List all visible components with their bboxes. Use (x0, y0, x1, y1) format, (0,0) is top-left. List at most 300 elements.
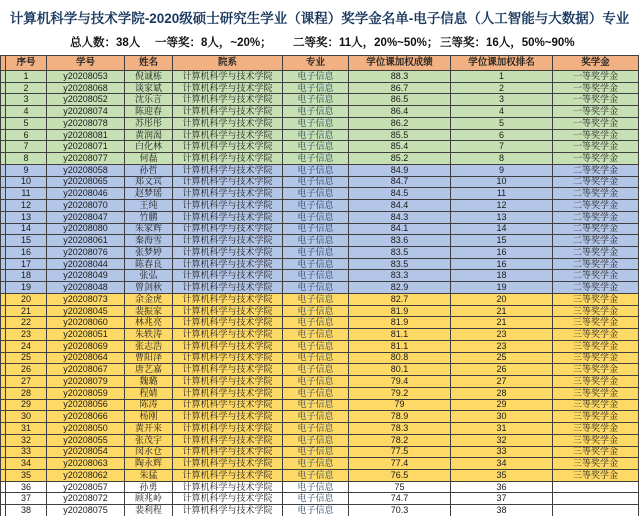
cell-scholarship: 二等奖学金 (553, 224, 638, 235)
table-row (1, 505, 638, 516)
cell-department: 计算机科学与技术学院 (173, 505, 283, 516)
cell-scholarship: 二等奖学金 (553, 188, 638, 199)
cell-weighted-rank: 21 (451, 317, 553, 328)
cell-major: 电子信息 (283, 235, 349, 246)
cell-weighted-score: 84.5 (349, 188, 451, 199)
cell-no: 20 (6, 294, 47, 305)
cell-no: 30 (6, 411, 47, 422)
cell-student-id: y20208065 (47, 177, 125, 188)
cell-weighted-score: 81.9 (349, 306, 451, 317)
table-row (1, 130, 638, 142)
cell-name: 裴利程 (125, 505, 173, 516)
cell-name: 陈春良 (125, 259, 173, 270)
cell-scholarship: 二等奖学金 (553, 200, 638, 211)
cell-weighted-rank: 21 (451, 306, 553, 317)
cell-department: 计算机科学与技术学院 (173, 71, 283, 82)
cell-department: 计算机科学与技术学院 (173, 447, 283, 458)
cell-student-id: y20208045 (47, 306, 125, 317)
cell-scholarship: 一等奖学金 (553, 153, 638, 164)
cell-weighted-rank: 35 (451, 470, 553, 481)
cell-scholarship: 一等奖学金 (553, 71, 638, 82)
cell-student-id: y20208061 (47, 235, 125, 246)
cell-name: 陶永辉 (125, 458, 173, 469)
cell-student-id: y20208050 (47, 423, 125, 434)
cell-student-id: y20208068 (47, 83, 125, 94)
cell-name: 张弘 (125, 270, 173, 281)
cell-name: 朱轶涛 (125, 329, 173, 340)
cell-weighted-rank: 36 (451, 482, 553, 493)
cell-student-id: y20208064 (47, 353, 125, 364)
table-row (1, 341, 638, 353)
cell-weighted-rank: 11 (451, 188, 553, 199)
cell-scholarship: 三等奖学金 (553, 447, 638, 458)
cell-student-id: y20208055 (47, 435, 125, 446)
cell-scholarship: 三等奖学金 (553, 306, 638, 317)
table-row (1, 447, 638, 459)
cell-department: 计算机科学与技术学院 (173, 493, 283, 504)
cell-name: 倪诚栋 (125, 71, 173, 82)
cell-student-id: y20208056 (47, 400, 125, 411)
cell-name: 朱猛 (125, 470, 173, 481)
cell-no: 1 (6, 71, 47, 82)
table-row (1, 224, 638, 236)
cell-weighted-score: 76.5 (349, 470, 451, 481)
table-row (1, 106, 638, 118)
cell-major: 电子信息 (283, 282, 349, 293)
cell-weighted-score: 79 (349, 400, 451, 411)
cell-major: 电子信息 (283, 247, 349, 258)
cell-scholarship: 二等奖学金 (553, 282, 638, 293)
cell-weighted-rank: 26 (451, 364, 553, 375)
cell-weighted-score: 84.3 (349, 212, 451, 223)
cell-weighted-score: 80.8 (349, 353, 451, 364)
cell-weighted-rank: 28 (451, 388, 553, 399)
cell-scholarship: 三等奖学金 (553, 388, 638, 399)
cell-scholarship: 二等奖学金 (553, 259, 638, 270)
cell-weighted-score: 78.2 (349, 435, 451, 446)
cell-weighted-score: 84.9 (349, 165, 451, 176)
cell-weighted-rank: 12 (451, 200, 553, 211)
cell-student-id: y20208080 (47, 224, 125, 235)
cell-major: 电子信息 (283, 212, 349, 223)
cell-student-id: y20208048 (47, 282, 125, 293)
cell-scholarship: 三等奖学金 (553, 353, 638, 364)
cell-weighted-score: 84.4 (349, 200, 451, 211)
table-body (1, 71, 638, 516)
cell-major: 电子信息 (283, 306, 349, 317)
cell-department: 计算机科学与技术学院 (173, 130, 283, 141)
cell-name: 魏璐 (125, 376, 173, 387)
cell-department: 计算机科学与技术学院 (173, 118, 283, 129)
cell-weighted-score: 83.3 (349, 270, 451, 281)
cell-weighted-score: 88.3 (349, 71, 451, 82)
table-row (1, 493, 638, 505)
cell-no: 4 (6, 106, 47, 117)
cell-department: 计算机科学与技术学院 (173, 341, 283, 352)
cell-no: 21 (6, 306, 47, 317)
cell-name: 张茂宇 (125, 435, 173, 446)
cell-name: 黄开来 (125, 423, 173, 434)
table-row (1, 306, 638, 318)
cell-weighted-score: 83.6 (349, 235, 451, 246)
cell-name: 白化林 (125, 141, 173, 152)
cell-no: 6 (6, 130, 47, 141)
cell-student-id: y20208049 (47, 270, 125, 281)
cell-department: 计算机科学与技术学院 (173, 94, 283, 105)
cell-name: 陈涛 (125, 400, 173, 411)
cell-major: 电子信息 (283, 294, 349, 305)
cell-name: 程婧 (125, 388, 173, 399)
cell-department: 计算机科学与技术学院 (173, 470, 283, 481)
cell-name: 裴振家 (125, 306, 173, 317)
cell-major: 电子信息 (283, 353, 349, 364)
cell-no: 2 (6, 83, 47, 94)
cell-scholarship: 三等奖学金 (553, 400, 638, 411)
cell-scholarship (553, 482, 638, 493)
cell-major: 电子信息 (283, 329, 349, 340)
header-major: 专业 (283, 56, 349, 70)
cell-major: 电子信息 (283, 259, 349, 270)
cell-name: 竹鹏 (125, 212, 173, 223)
cell-no: 11 (6, 188, 47, 199)
cell-no: 18 (6, 270, 47, 281)
cell-no: 15 (6, 235, 47, 246)
cell-no: 14 (6, 224, 47, 235)
cell-department: 计算机科学与技术学院 (173, 388, 283, 399)
header-weighted-score: 学位课加权成绩 (349, 56, 451, 70)
cell-student-id: y20208076 (47, 247, 125, 258)
table-header-row (1, 56, 638, 71)
cell-scholarship: 一等奖学金 (553, 94, 638, 105)
cell-name: 林兆亮 (125, 317, 173, 328)
table-row (1, 118, 638, 130)
summary-row (0, 31, 639, 51)
cell-scholarship: 一等奖学金 (553, 141, 638, 152)
table-row (1, 200, 638, 212)
cell-name: 顾兆岭 (125, 493, 173, 504)
cell-scholarship: 三等奖学金 (553, 329, 638, 340)
cell-scholarship: 三等奖学金 (553, 317, 638, 328)
cell-student-id: y20208051 (47, 329, 125, 340)
cell-no: 8 (6, 153, 47, 164)
cell-major: 电子信息 (283, 224, 349, 235)
cell-major: 电子信息 (283, 493, 349, 504)
table-row (1, 212, 638, 224)
cell-department: 计算机科学与技术学院 (173, 294, 283, 305)
cell-name: 郑文宾 (125, 177, 173, 188)
table-row (1, 188, 638, 200)
cell-name: 谈家斌 (125, 83, 173, 94)
table-row (1, 329, 638, 341)
cell-major: 电子信息 (283, 200, 349, 211)
cell-weighted-rank: 15 (451, 235, 553, 246)
cell-weighted-score: 85.4 (349, 141, 451, 152)
cell-major: 电子信息 (283, 177, 349, 188)
cell-weighted-score: 70.3 (349, 505, 451, 516)
table-row (1, 235, 638, 247)
cell-major: 电子信息 (283, 118, 349, 129)
cell-scholarship: 一等奖学金 (553, 118, 638, 129)
cell-name: 曾剑秋 (125, 282, 173, 293)
cell-name: 陈迎春 (125, 106, 173, 117)
cell-weighted-rank: 3 (451, 94, 553, 105)
cell-weighted-score: 81.1 (349, 329, 451, 340)
table-row (1, 411, 638, 423)
cell-scholarship: 三等奖学金 (553, 470, 638, 481)
table-row (1, 259, 638, 271)
header-scholarship: 奖学金 (581, 57, 610, 69)
cell-weighted-score: 85.5 (349, 130, 451, 141)
cell-name: 朱家辉 (125, 224, 173, 235)
table-row (1, 83, 638, 95)
cell-scholarship: 三等奖学金 (553, 458, 638, 469)
cell-major: 电子信息 (283, 106, 349, 117)
cell-weighted-rank: 38 (451, 505, 553, 516)
cell-weighted-score: 85.2 (349, 153, 451, 164)
summary-third-prize: 三等奖：16人，50%~90% (440, 37, 575, 49)
cell-department: 计算机科学与技术学院 (173, 153, 283, 164)
cell-name: 余金虎 (125, 294, 173, 305)
cell-student-id: y20208059 (47, 388, 125, 399)
summary-second-prize: 二等奖：11人，20%~50%； (293, 37, 439, 49)
cell-no: 28 (6, 388, 47, 399)
cell-weighted-score: 83.5 (349, 259, 451, 270)
cell-major: 电子信息 (283, 153, 349, 164)
cell-no: 7 (6, 141, 47, 152)
cell-major: 电子信息 (283, 130, 349, 141)
header-weighted-rank: 学位课加权排名 (451, 56, 553, 70)
cell-major: 电子信息 (283, 388, 349, 399)
cell-student-id: y20208062 (47, 470, 125, 481)
cell-major: 电子信息 (283, 270, 349, 281)
cell-no: 26 (6, 364, 47, 375)
table-row (1, 177, 638, 189)
cell-major: 电子信息 (283, 447, 349, 458)
cell-major: 电子信息 (283, 482, 349, 493)
table-row (1, 317, 638, 329)
cell-weighted-rank: 34 (451, 458, 553, 469)
table-row (1, 400, 638, 412)
table-row (1, 270, 638, 282)
cell-weighted-rank: 23 (451, 341, 553, 352)
cell-student-id: y20208073 (47, 294, 125, 305)
cell-department: 计算机科学与技术学院 (173, 282, 283, 293)
cell-department: 计算机科学与技术学院 (173, 423, 283, 434)
cell-no: 36 (6, 482, 47, 493)
cell-weighted-score: 79.2 (349, 388, 451, 399)
header-department: 院系 (173, 56, 283, 70)
cell-weighted-rank: 6 (451, 130, 553, 141)
cell-major: 电子信息 (283, 435, 349, 446)
cell-department: 计算机科学与技术学院 (173, 306, 283, 317)
cell-department: 计算机科学与技术学院 (173, 329, 283, 340)
cell-student-id: y20208074 (47, 106, 125, 117)
cell-weighted-score: 86.5 (349, 94, 451, 105)
cell-major: 电子信息 (283, 188, 349, 199)
cell-student-id: y20208072 (47, 493, 125, 504)
cell-weighted-score: 81.1 (349, 341, 451, 352)
cell-weighted-rank: 29 (451, 400, 553, 411)
cell-department: 计算机科学与技术学院 (173, 177, 283, 188)
cell-weighted-score: 78.9 (349, 411, 451, 422)
cell-department: 计算机科学与技术学院 (173, 188, 283, 199)
awards-table (0, 55, 639, 516)
cell-student-id: y20208057 (47, 482, 125, 493)
cell-name: 何磊 (125, 153, 173, 164)
cell-weighted-rank: 32 (451, 435, 553, 446)
cell-department: 计算机科学与技术学院 (173, 376, 283, 387)
cell-student-id: y20208071 (47, 141, 125, 152)
cell-major: 电子信息 (283, 341, 349, 352)
cell-major: 电子信息 (283, 141, 349, 152)
cell-major: 电子信息 (283, 83, 349, 94)
table-row (1, 470, 638, 482)
cell-weighted-score: 82.9 (349, 282, 451, 293)
cell-scholarship: 三等奖学金 (553, 341, 638, 352)
cell-no: 17 (6, 259, 47, 270)
cell-department: 计算机科学与技术学院 (173, 458, 283, 469)
cell-weighted-rank: 7 (451, 141, 553, 152)
cell-department: 计算机科学与技术学院 (173, 212, 283, 223)
cell-scholarship (553, 505, 638, 516)
table-row (1, 423, 638, 435)
cell-major: 电子信息 (283, 458, 349, 469)
cell-scholarship: 三等奖学金 (553, 435, 638, 446)
cell-name: 曹阳泽 (125, 353, 173, 364)
cell-weighted-rank: 2 (451, 83, 553, 94)
cell-student-id: y20208066 (47, 411, 125, 422)
table-row (1, 435, 638, 447)
cell-student-id: y20208075 (47, 505, 125, 516)
table-row (1, 482, 638, 494)
cell-major: 电子信息 (283, 411, 349, 422)
cell-scholarship: 一等奖学金 (553, 83, 638, 94)
cell-department: 计算机科学与技术学院 (173, 235, 283, 246)
cell-weighted-rank: 1 (451, 71, 553, 82)
cell-name: 唐艺嘉 (125, 364, 173, 375)
cell-name: 沈乐言 (125, 94, 173, 105)
table-row (1, 388, 638, 400)
cell-weighted-rank: 27 (451, 376, 553, 387)
cell-name: 王纯 (125, 200, 173, 211)
cell-weighted-rank: 30 (451, 411, 553, 422)
cell-major: 电子信息 (283, 376, 349, 387)
cell-name: 秦海雪 (125, 235, 173, 246)
cell-student-id: y20208067 (47, 364, 125, 375)
cell-student-id: y20208047 (47, 212, 125, 223)
cell-no: 33 (6, 447, 47, 458)
cell-weighted-score: 77.5 (349, 447, 451, 458)
cell-no: 12 (6, 200, 47, 211)
cell-weighted-score: 77.4 (349, 458, 451, 469)
cell-major: 电子信息 (283, 165, 349, 176)
table-row (1, 153, 638, 165)
cell-no: 31 (6, 423, 47, 434)
cell-scholarship: 三等奖学金 (553, 376, 638, 387)
cell-no: 24 (6, 341, 47, 352)
cell-weighted-score: 79.4 (349, 376, 451, 387)
cell-department: 计算机科学与技术学院 (173, 83, 283, 94)
cell-department: 计算机科学与技术学院 (173, 435, 283, 446)
cell-department: 计算机科学与技术学院 (173, 482, 283, 493)
cell-name: 黄润渴 (125, 130, 173, 141)
cell-weighted-rank: 23 (451, 329, 553, 340)
cell-major: 电子信息 (283, 94, 349, 105)
cell-weighted-score: 83.5 (349, 247, 451, 258)
cell-department: 计算机科学与技术学院 (173, 141, 283, 152)
cell-no: 38 (6, 505, 47, 516)
cell-weighted-rank: 14 (451, 224, 553, 235)
cell-name: 张志浩 (125, 341, 173, 352)
cell-scholarship: 二等奖学金 (553, 270, 638, 281)
summary-first-prize: 一等奖：8人，~20%； (155, 37, 272, 49)
cell-scholarship: 一等奖学金 (553, 130, 638, 141)
cell-no: 13 (6, 212, 47, 223)
cell-no: 22 (6, 317, 47, 328)
cell-student-id: y20208054 (47, 447, 125, 458)
cell-weighted-score: 84.7 (349, 177, 451, 188)
cell-department: 计算机科学与技术学院 (173, 317, 283, 328)
header-name: 姓名 (125, 56, 173, 70)
cell-student-id: y20208069 (47, 341, 125, 352)
cell-weighted-rank: 19 (451, 282, 553, 293)
table-row (1, 376, 638, 388)
cell-no: 34 (6, 458, 47, 469)
cell-name: 张梦婷 (125, 247, 173, 258)
cell-weighted-rank: 16 (451, 259, 553, 270)
cell-scholarship: 二等奖学金 (553, 165, 638, 176)
cell-weighted-rank: 13 (451, 212, 553, 223)
cell-weighted-score: 81.9 (349, 317, 451, 328)
cell-major: 电子信息 (283, 400, 349, 411)
cell-department: 计算机科学与技术学院 (173, 224, 283, 235)
cell-major: 电子信息 (283, 505, 349, 516)
cell-student-id: y20208044 (47, 259, 125, 270)
cell-weighted-rank: 9 (451, 165, 553, 176)
cell-no: 29 (6, 400, 47, 411)
cell-weighted-rank: 31 (451, 423, 553, 434)
cell-no: 10 (6, 177, 47, 188)
cell-weighted-score: 78.3 (349, 423, 451, 434)
cell-scholarship: 二等奖学金 (553, 235, 638, 246)
cell-scholarship: 三等奖学金 (553, 411, 638, 422)
table-row (1, 71, 638, 83)
cell-weighted-score: 80.1 (349, 364, 451, 375)
cell-weighted-score: 75 (349, 482, 451, 493)
cell-name: 孙哲 (125, 165, 173, 176)
cell-department: 计算机科学与技术学院 (173, 270, 283, 281)
cell-department: 计算机科学与技术学院 (173, 106, 283, 117)
cell-department: 计算机科学与技术学院 (173, 400, 283, 411)
cell-name: 孙勇 (125, 482, 173, 493)
cell-weighted-rank: 16 (451, 247, 553, 258)
header-student-id: 学号 (47, 56, 125, 70)
cell-no: 9 (6, 165, 47, 176)
cell-name: 闵永仓 (125, 447, 173, 458)
page-title: 计算机科学与技术学院-2020级硕士研究生学业（课程）奖学金名单-电子信息（人工智能与大数据）专业 (9, 11, 630, 26)
cell-weighted-rank: 10 (451, 177, 553, 188)
cell-no: 16 (6, 247, 47, 258)
summary-total: 总人数：38人 (70, 37, 141, 49)
cell-weighted-score: 86.2 (349, 118, 451, 129)
table-row (1, 165, 638, 177)
cell-scholarship: 二等奖学金 (553, 177, 638, 188)
cell-weighted-rank: 18 (451, 270, 553, 281)
cell-no: 19 (6, 282, 47, 293)
cell-name: 赵梦瑶 (125, 188, 173, 199)
cell-name: 苏彤彤 (125, 118, 173, 129)
table-row (1, 94, 638, 106)
